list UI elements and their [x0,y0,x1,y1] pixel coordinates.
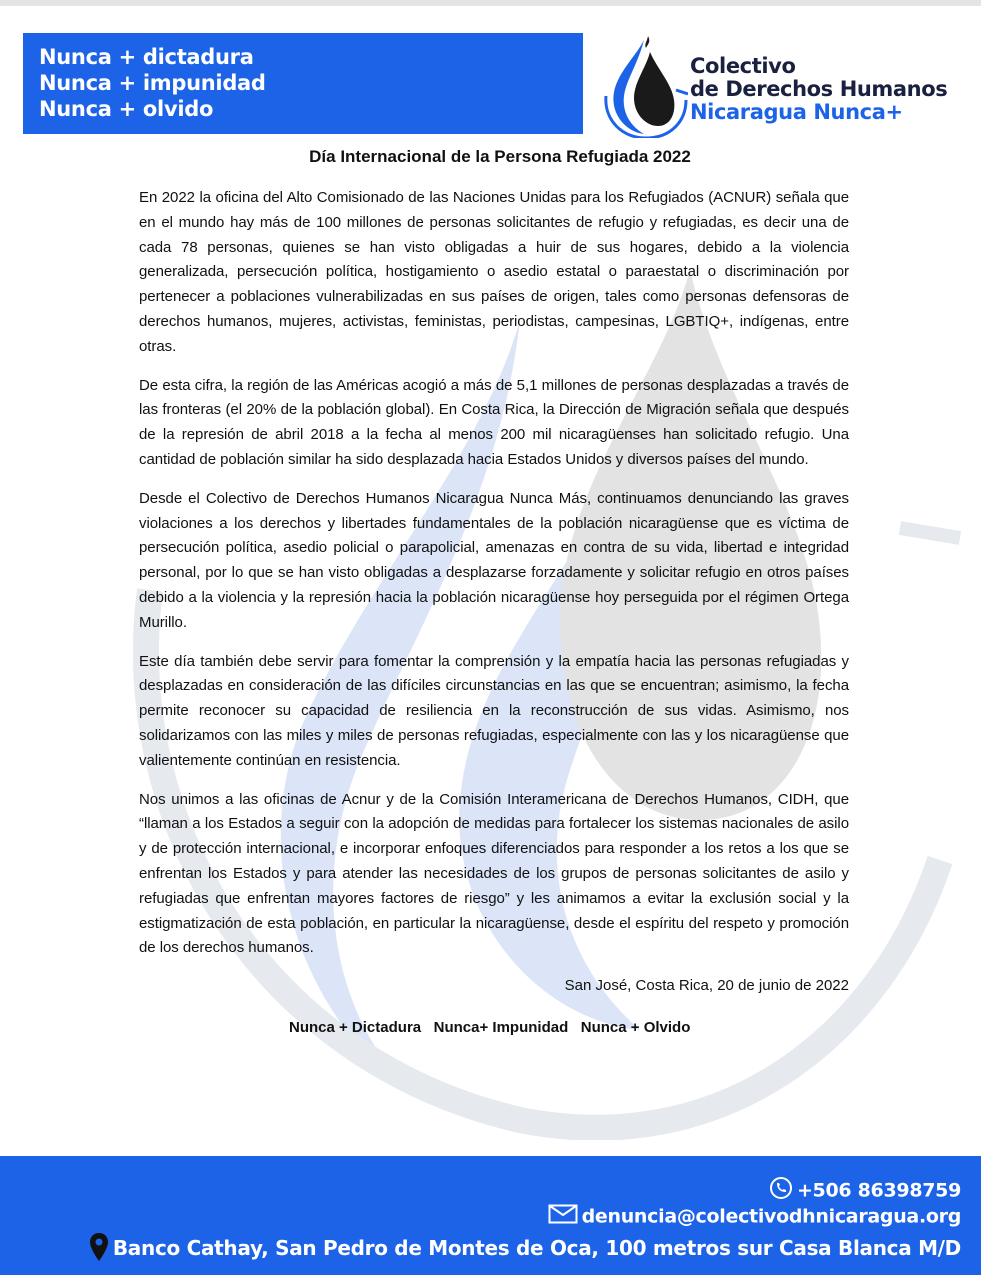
map-pin-icon [89,1232,109,1267]
footer-contact [0,1156,981,1275]
closing-slogans [139,1017,849,1039]
org-name [690,55,947,124]
phone-number[interactable]: +506 86398759 [796,1179,961,1202]
org-name-line-2: de Derechos Humanos [690,77,948,101]
mail-icon [548,1204,578,1230]
paragraph-4: Este día también debe servir para fomentar la comprensión y la empatía hacia las personas refugiadas y desplazadas en consideración de las difíciles circunstancias en las que se encuentran; asimismo, la fecha permite reconocer su capacidad de resiliencia en la reconstrucción de sus vidas. Asimismo, nos solidarizamos con las miles y miles de personas refugiadas, especialmente con las y los nicaragüense que valientemente continúan en resistencia. [139,652,849,769]
phone-icon [769,1176,793,1206]
water-drop-logo-icon [600,34,688,138]
org-name-line-1: Colectivo [690,54,796,78]
footer-phone [769,1176,961,1206]
paragraph-5: Nos unimos a las oficinas de Acnur y de la Comisión Interamericana de Derechos Humanos, CIDH, que “llaman a los Estados a seguir con la adopción de medidas para fortalecer los sistemas nacionales de asilo y de protección internacional, e incorporar enfoques diferenciados para responder a los retos a los que se enfrentan los Estados y para atender las necesidades de los grupos de personas solicitantes de asilo y refugiadas que enfrentan mayores factores de riesgo” y les animamos a evitar la exclusión social y la estigmatización de esta población, en particular la nicaragüense, desde el espíritu del respeto y promoción de los derechos humanos. [139,790,849,957]
slogan-line-1: Nunca + dictadura [39,45,254,69]
document-body [139,146,849,1039]
org-name-line-3: Nicaragua Nunca+ [690,100,903,124]
signature-place-date: San José, Costa Rica, 20 de junio de 2022 [564,977,849,995]
footer-email [548,1204,961,1230]
paragraph-3: Desde el Colectivo de Derechos Humanos Nicaragua Nunca Más, continuamos denunciando las graves violaciones a los derechos y libertades fundamentales de la población nicaragüense que es víctima de persecución política, asedio policial o parapolicial, amenazas en contra de su vida, libertad e integridad personal, por lo que se han visto obligadas a desplazarse forzadamente y solicitar refugio en otros países debido a la violencia y la represión hacia la población nicaragüense hoy perseguida por el régimen Ortega Murillo. [139,489,849,631]
footer-address [89,1232,961,1267]
closing-slogan-1: Nunca + Dictadura [289,1019,422,1037]
paragraph-2: De esta cifra, la región de las Américas acogió a más de 5,1 millones de personas desplazadas a través de las fronteras (el 20% de la población global). En Costa Rica, la Dirección de Migración señala que después de la represión de abril 2018 a la fecha al menos 200 mil nicaragüenses han solicitado refugio. Una cantidad de población similar ha sido desplazada hacia Estados Unidos y diversos países del mundo. [139,376,849,468]
email-address[interactable]: denuncia@colectivodhnicaragua.org [581,1205,961,1228]
slogan-banner [23,33,583,134]
slogan-line-3: Nunca + olvido [39,97,214,121]
address-text: Banco Cathay, San Pedro de Montes de Oca, 100 metros sur Casa Blanca M/D [112,1236,961,1260]
document-title: Día Internacional de la Persona Refugiada 2022 [309,147,691,166]
slogan-line-2: Nunca + impunidad [39,71,266,95]
paragraph-1: En 2022 la oficina del Alto Comisionado de las Naciones Unidas para los Refugiados (ACNUR) señala que en el mundo hay más de 100 millones de personas solicitantes de refugio y refugiadas, es decir una de cada 78 personas, quienes se han visto obligadas a huir de sus hogares, debido a la violencia generalizada, persecución política, hostigamiento o asedio estatal o paraestatal o discriminación por pertenecer a poblaciones vulnerabilizadas en sus países de origen, tales como personas defensoras de derechos humanos, mujeres, activistas, feministas, periodistas, campesinas, LGBTIQ+, indígenas, entre otras. [139,189,849,355]
closing-slogan-2: Nunca+ Impunidad [433,1019,569,1037]
top-strip [0,0,981,6]
bottom-strip [0,1271,981,1275]
closing-slogan-3: Nunca + Olvido [580,1019,691,1037]
